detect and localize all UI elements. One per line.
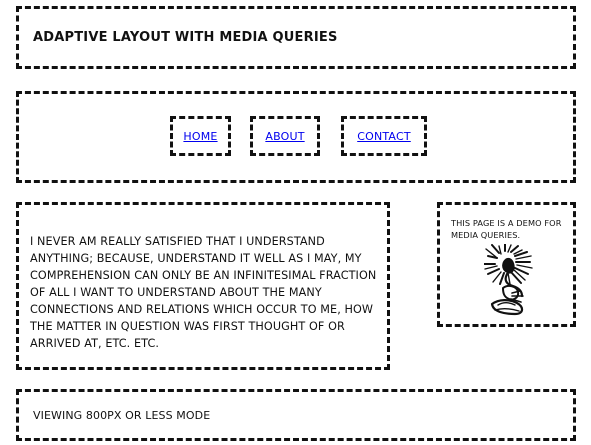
home-link[interactable]: HOME <box>183 129 218 143</box>
about-link[interactable]: ABOUT <box>265 129 305 143</box>
site-header <box>16 6 576 69</box>
page-title: ADAPTIVE LAYOUT WITH MEDIA QUERIES <box>33 30 338 45</box>
main-quote-text: I NEVER AM REALLY SATISFIED THAT I UNDERSTAND ANYTHING; BECAUSE, UNDERSTAND IT WELL AS I MAY, MY COMPREHENSION CAN ONLY BE AN INFINITESIMAL FRACTION OF ALL I WANT TO UNDERSTAND ABOUT THE MANY CONNECTIONS AND RELATIONS WHICH OCCUR TO ME, HOW THE MATTER IN QUESTION WAS FIRST THOUGHT OF OR ARRIVED AT, ETC. ETC. <box>30 235 377 350</box>
abstract-figure-icon <box>484 244 534 316</box>
nav-item-about <box>250 116 320 156</box>
sidebar-demo-text: THIS PAGE IS A DEMO FOR MEDIA QUERIES. <box>451 218 562 240</box>
nav-item-contact <box>341 116 427 156</box>
contact-link[interactable]: CONTACT <box>357 129 411 143</box>
nav-item-home <box>170 116 231 156</box>
footer-status <box>16 389 576 441</box>
main-navigation <box>16 91 576 183</box>
viewport-mode-text: VIEWING 800PX OR LESS MODE <box>33 408 211 422</box>
main-content <box>16 202 390 370</box>
sidebar-demo-panel <box>437 202 576 327</box>
